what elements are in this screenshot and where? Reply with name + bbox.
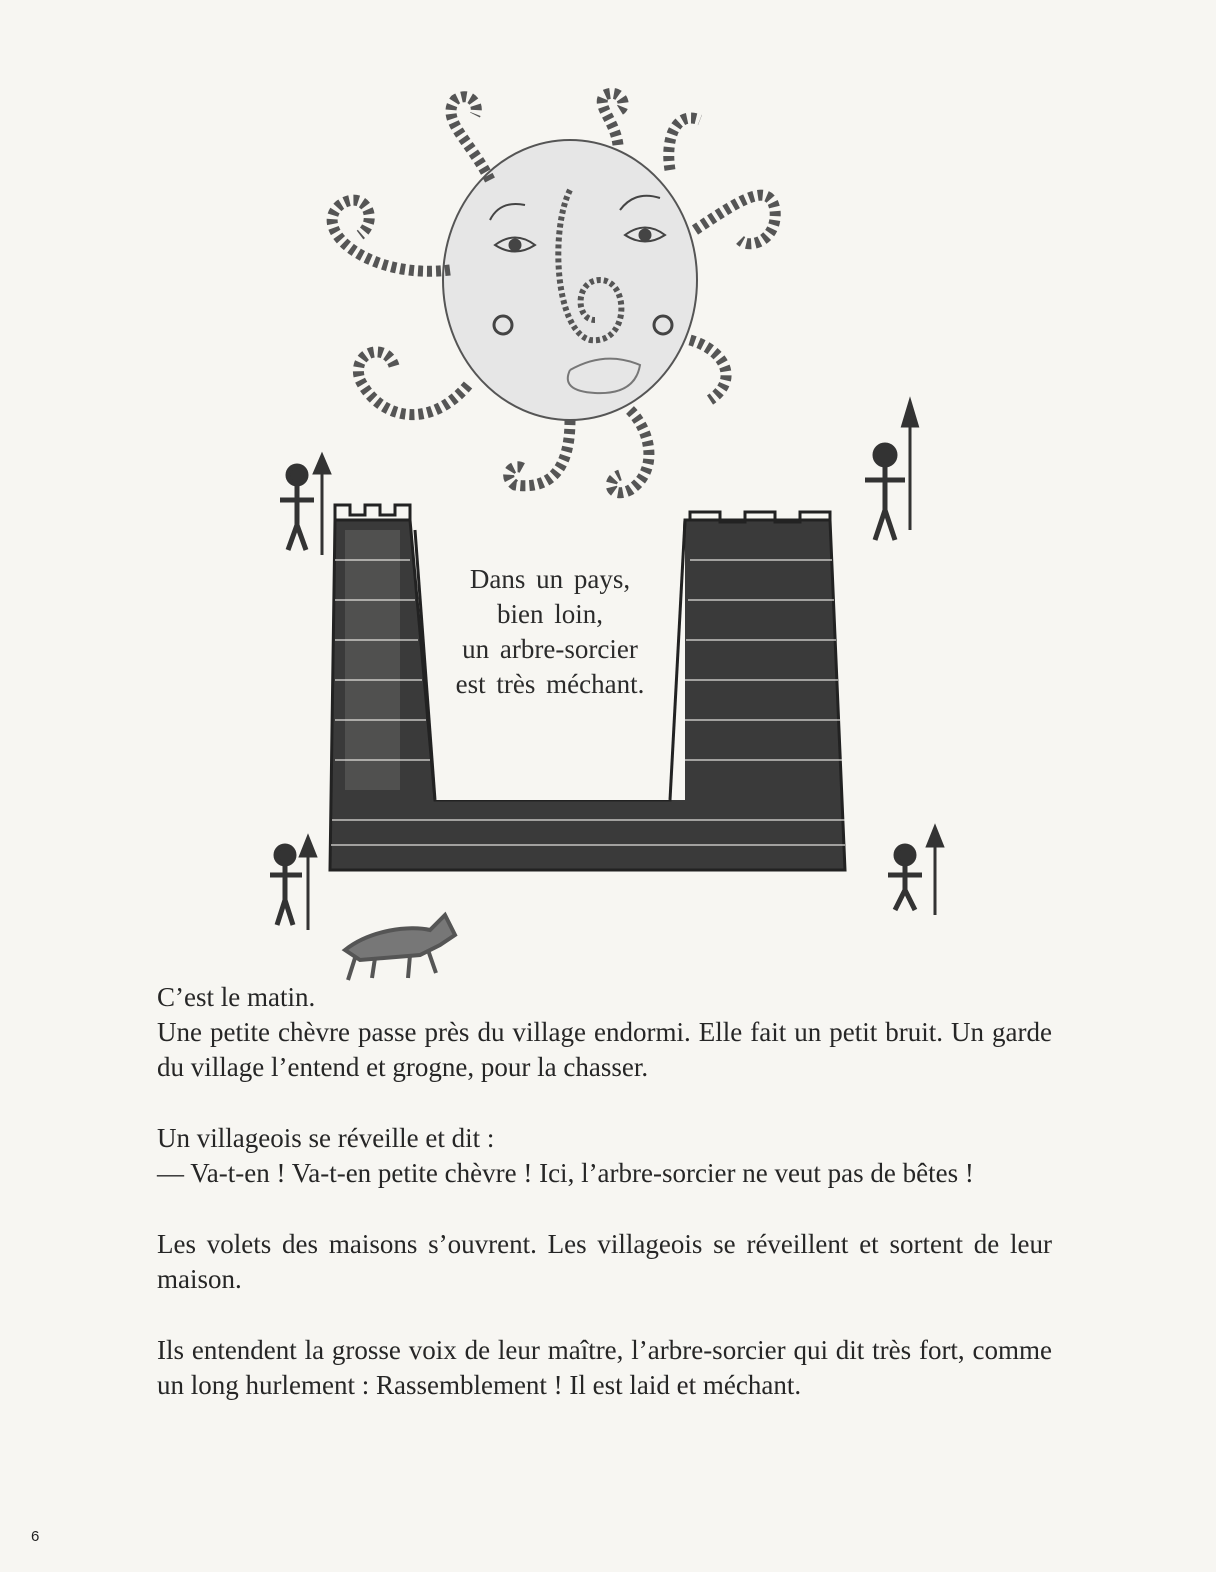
caption-line: un arbre-sorcier [462,634,638,664]
text-line: Une petite chèvre passe près du village endormi. Elle fait un petit bruit. Un garde du village l’entend et grogne, pour la chasser. [157,1017,1052,1082]
guard-top-right [865,405,916,540]
sun-face-drawing [332,93,775,492]
paragraph [157,1121,1052,1191]
text-line: — Va-t-en ! Va-t-en petite chèvre ! Ici, l’arbre-sorcier ne veut pas de bêtes ! [157,1158,974,1188]
text-line: C’est le matin. [157,982,316,1012]
child-drawing-illustration [250,80,970,990]
text-line: Les volets des maisons s’ouvrent. Les villageois se réveillent et sortent de leur maison. [157,1229,1052,1294]
text-line: Un villageois se réveille et dit : [157,1123,495,1153]
guard-bottom-right [888,830,941,915]
paragraph [157,980,1052,1085]
caption-line: Dans un pays, [469,564,631,594]
paragraph [157,1333,1052,1403]
story-text [157,980,1052,1403]
paragraph [157,1227,1052,1297]
caption-line: bien loin, [497,599,603,629]
guard-bottom-left [270,840,314,930]
text-line: Ils entendent la grosse voix de leur maître, l’arbre-sorcier qui dit très fort, comme un long hurlement : Rassemblement ! Il est laid et méchant. [157,1335,1052,1400]
caption-line: est très méchant. [455,669,645,699]
illustration-caption [430,562,670,702]
goat-drawing [345,915,455,980]
page-number: 6 [31,1528,40,1545]
guard-top-left [280,458,328,555]
